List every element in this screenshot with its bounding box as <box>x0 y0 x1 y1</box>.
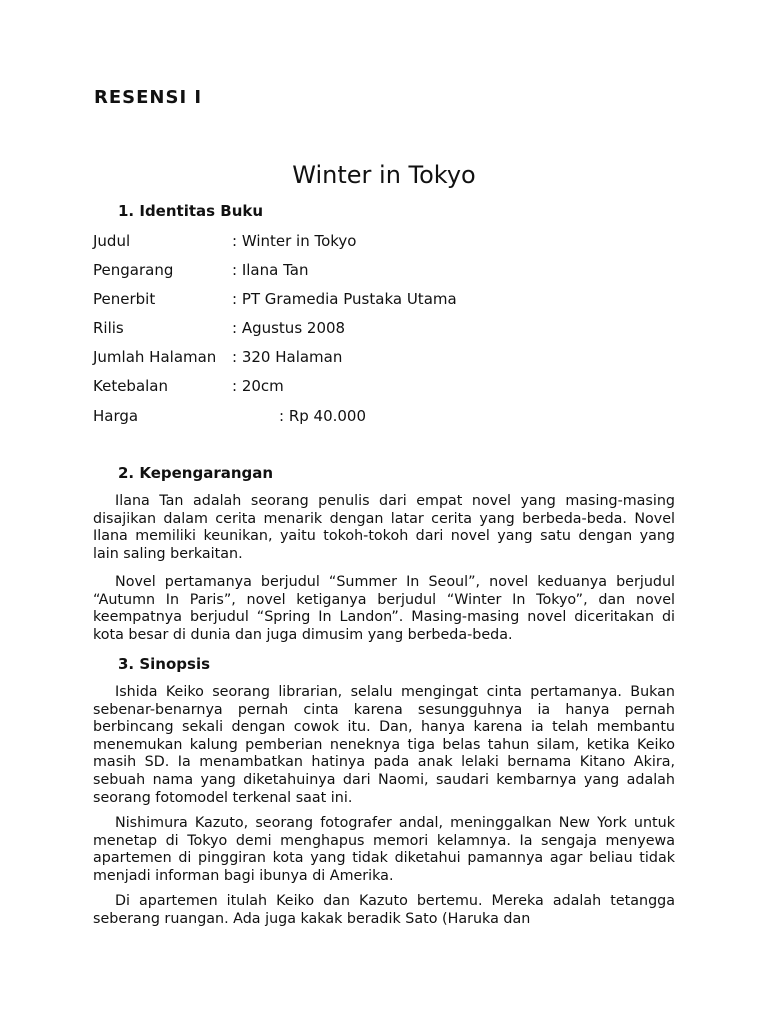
paragraph: Ishida Keiko seorang librarian, selalu mengingat cinta pertamanya. Bukan sebenar-benarnya pernah cinta karena sesungguhnya ia hanya pernah berbincang sekali dengan cowok itu. Dan, hanya karena ia telah membantu menemukan kalung pemberian neneknya tiga belas tahun silam, ketika Keiko masih SD. Ia menambatkan hatinya pada anak lelaki bernama Kitano Akira, sebuah nama yang diketahuinya dari Naomi, saudari kembarnya yang adalah seorang fotomodel terkenal saat ini. <box>93 684 675 806</box>
identity-label: Rilis <box>93 319 124 337</box>
identity-value: : Rp 40.000 <box>279 407 367 425</box>
paragraph: Di apartemen itulah Keiko dan Kazuto bertemu. Mereka adalah tetangga seberang ruangan. Ada juga kakak beradik Sato (Haruka dan <box>93 893 675 927</box>
paragraph: Ilana Tan adalah seorang penulis dari empat novel yang masing-masing disajikan dalam cerita menarik dengan latar cerita yang berbeda-beda. Novel Ilana memiliki keunikan, yaitu tokoh-tokoh dari novel yang satu dengan yang lain saling berkaitan. <box>93 493 675 562</box>
identity-label: Judul <box>93 232 131 250</box>
identity-value: : Winter in Tokyo <box>232 232 357 250</box>
identity-value: : Agustus 2008 <box>232 319 346 337</box>
document-label: RESENSI I <box>94 87 203 108</box>
identity-label: Harga <box>93 407 139 425</box>
section-heading-identitas: 1. Identitas Buku <box>118 202 264 220</box>
identity-value: : 320 Halaman <box>232 348 343 366</box>
book-title: Winter in Tokyo <box>292 161 476 189</box>
section-heading-kepengarangan: 2. Kepengarangan <box>118 464 274 482</box>
identity-value: : PT Gramedia Pustaka Utama <box>232 290 457 308</box>
identity-label: Ketebalan <box>93 377 169 395</box>
identity-label: Penerbit <box>93 290 156 308</box>
paragraph: Nishimura Kazuto, seorang fotografer andal, meninggalkan New York untuk menetap di Tokyo demi menghapus memori kelamnya. Ia sengaja menyewa apartemen di pinggiran kota yang tidak diketahui pamannya agar beliau tidak menjadi informan bagi ibunya di Amerika. <box>93 815 675 884</box>
identity-label: Pengarang <box>93 261 174 279</box>
section-heading-sinopsis: 3. Sinopsis <box>118 655 211 673</box>
paragraph: Novel pertamanya berjudul “Summer In Seoul”, novel keduanya berjudul “Autumn In Paris”, novel ketiganya berjudul “Winter In Tokyo”, dan novel keempatnya berjudul “Spring In Landon”. Masing-masing novel diceritakan di kota besar di dunia dan juga dimusim yang berbeda-beda. <box>93 574 675 643</box>
identity-value: : Ilana Tan <box>232 261 309 279</box>
identity-value: : 20cm <box>232 377 284 395</box>
identity-label: Jumlah Halaman <box>93 348 217 366</box>
